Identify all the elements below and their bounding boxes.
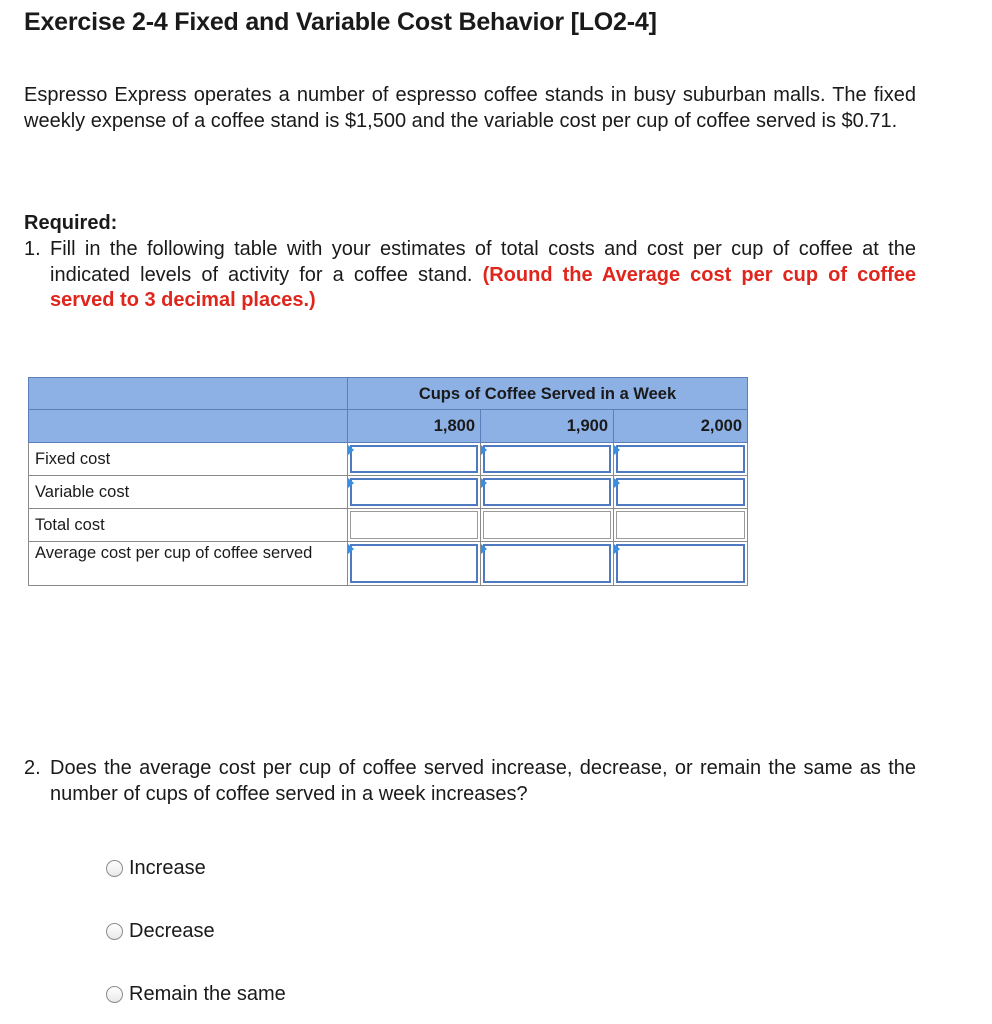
table-row — [28, 542, 748, 586]
table-row — [28, 476, 748, 509]
row-label-average-cost: Average cost per cup of coffee served — [28, 542, 348, 586]
cost-table — [28, 377, 748, 586]
option-decrease-label: Decrease — [129, 920, 215, 942]
option-remain-the-same[interactable] — [106, 983, 286, 1006]
question-2 — [24, 756, 916, 807]
question-1-text: Fill in the following table with your estimates of total costs and cost per cup of coffee at the indicated levels of activity for a coffee stand. — [50, 238, 916, 286]
fixed-cost-1800-input[interactable] — [348, 443, 481, 476]
variable-cost-2000-input[interactable] — [614, 476, 748, 509]
option-increase-label: Increase — [129, 857, 206, 879]
radio-increase[interactable] — [106, 860, 123, 877]
radio-decrease[interactable] — [106, 923, 123, 940]
fixed-cost-2000-input[interactable] — [614, 443, 748, 476]
table-subheader-row — [28, 410, 748, 443]
radio-remain-the-same[interactable] — [106, 986, 123, 1003]
rounding-instruction: (Round the Average cost per cup of coffee served to 3 decimal places.) — [50, 263, 917, 311]
intro-paragraph: Espresso Express operates a number of espresso coffee stands in busy suburban malls. The fixed weekly expense of a coffee stand is $1,500 and the variable cost per cup of coffee served is $0.71. — [24, 84, 916, 132]
total-cost-1800-input[interactable] — [348, 509, 481, 542]
question-2-number: 2. — [24, 757, 41, 779]
row-label-total-cost: Total cost — [28, 509, 348, 542]
table-row — [28, 509, 748, 542]
fixed-cost-1900-input[interactable] — [481, 443, 614, 476]
average-cost-1900-input[interactable] — [481, 542, 614, 586]
average-cost-1800-input[interactable] — [348, 542, 481, 586]
column-header-1800: 1,800 — [348, 410, 481, 443]
column-header-2000: 2,000 — [614, 410, 748, 443]
header-blank-cell — [28, 377, 348, 410]
subheader-blank-cell — [28, 410, 348, 443]
variable-cost-1800-input[interactable] — [348, 476, 481, 509]
row-label-variable-cost: Variable cost — [28, 476, 348, 509]
option-increase[interactable] — [106, 857, 206, 880]
variable-cost-1900-input[interactable] — [481, 476, 614, 509]
total-cost-1900-input[interactable] — [481, 509, 614, 542]
option-remain-the-same-label: Remain the same — [129, 983, 286, 1005]
table-row — [28, 443, 748, 476]
exercise-title: Exercise 2-4 Fixed and Variable Cost Behavior [LO2-4] — [24, 8, 657, 36]
total-cost-2000-input[interactable] — [614, 509, 748, 542]
question-2-text: Does the average cost per cup of coffee served increase, decrease, or remain the same as the number of cups of coffee served in a week increases? — [50, 757, 916, 805]
question-1 — [24, 237, 916, 314]
group-header: Cups of Coffee Served in a Week — [348, 377, 748, 410]
average-cost-2000-input[interactable] — [614, 542, 748, 586]
column-header-1900: 1,900 — [481, 410, 614, 443]
row-label-fixed-cost: Fixed cost — [28, 443, 348, 476]
required-label: Required: — [24, 212, 118, 234]
question-1-number: 1. — [24, 238, 41, 260]
table-header-row — [28, 377, 748, 410]
option-decrease[interactable] — [106, 920, 215, 943]
